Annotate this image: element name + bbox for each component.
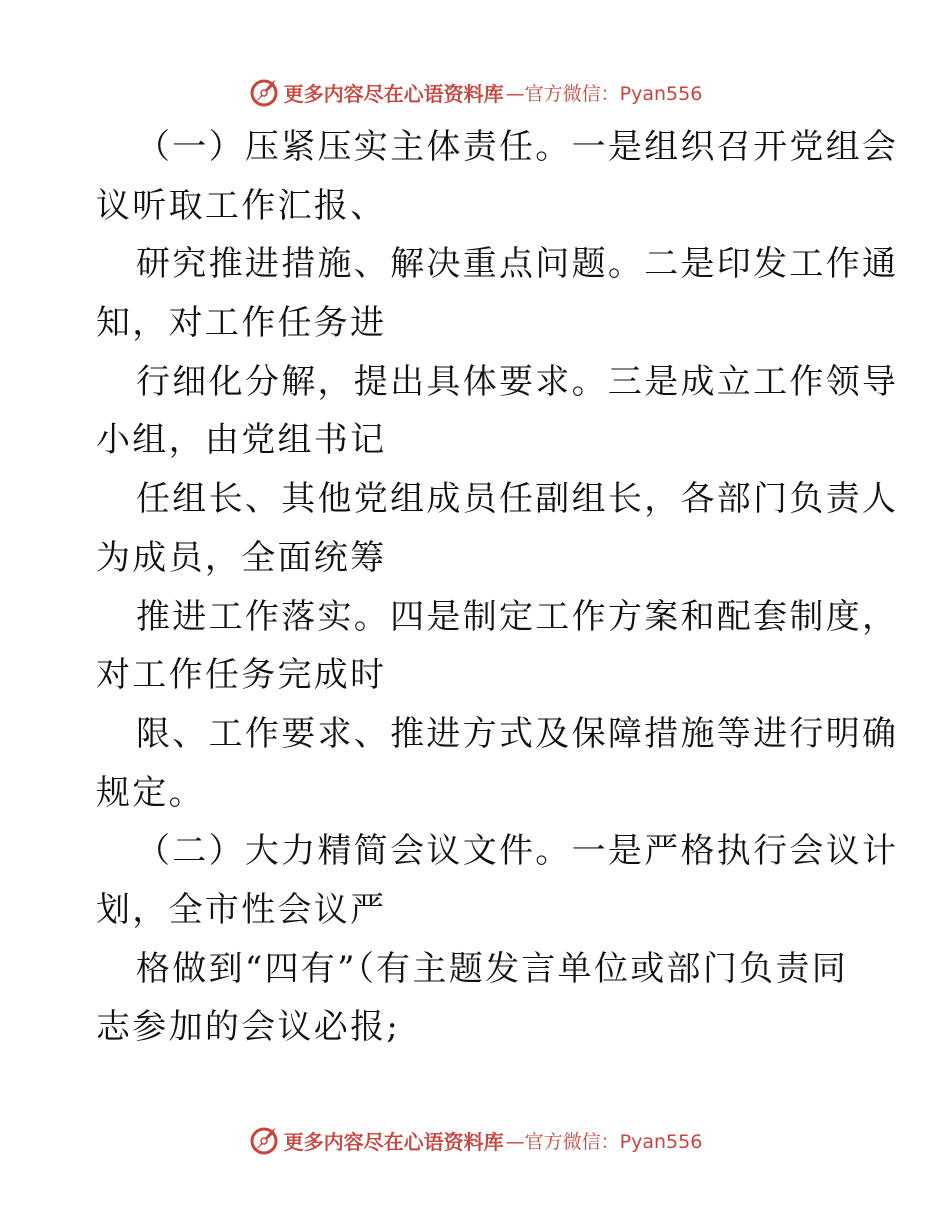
document-body (96, 118, 899, 1057)
header-banner (0, 72, 950, 112)
paragraph-line: 知，对工作任务进 (96, 303, 387, 344)
paragraph-line: 任组长、其他党组成员任副组长，各部门负责人 (136, 479, 899, 520)
paragraph-line: 行细化分解，提出具体要求。三是成立工作领导 (136, 361, 899, 402)
header-brand-text: 更多内容尽在心语资料库 (283, 81, 504, 106)
paragraph-line: 研究推进措施、解决重点问题。二是印发工作通 (136, 244, 899, 285)
footer-banner (0, 1120, 950, 1160)
quill-circle-logo-icon (248, 1124, 280, 1156)
paragraph-line: 划，全市性会议严 (96, 889, 387, 930)
paragraph-line: 对工作任务完成时 (96, 655, 387, 696)
paragraph-line: 小组，由党组书记 (96, 420, 387, 461)
paragraph-line: 志参加的会议必报; (96, 1007, 401, 1048)
paragraph-line: 限、工作要求、推进方式及保障措施等进行明确 (136, 713, 899, 754)
footer-brand-text: 更多内容尽在心语资料库 (283, 1129, 504, 1154)
paragraph-line: 规定。 (96, 772, 205, 813)
paragraph-line: （一）压紧压实主体责任。一是组织召开党组会 (136, 127, 899, 167)
paragraph-line: 推进工作落实。四是制定工作方案和配套制度， (136, 596, 899, 637)
quill-circle-logo-icon (248, 76, 280, 108)
header-contact-text: —官方微信：Pyan556 (505, 82, 703, 105)
footer-contact-text: —官方微信：Pyan556 (505, 1130, 703, 1153)
paragraph-line: 格做到“四有”（有主题发言单位或部门负责同 (136, 948, 849, 989)
paragraph-line: 为成员，全面统筹 (96, 537, 387, 578)
paragraph-line: （二）大力精简会议文件。一是严格执行会议计 (136, 831, 899, 872)
paragraph-line: 议听取工作汇报、 (96, 185, 387, 226)
